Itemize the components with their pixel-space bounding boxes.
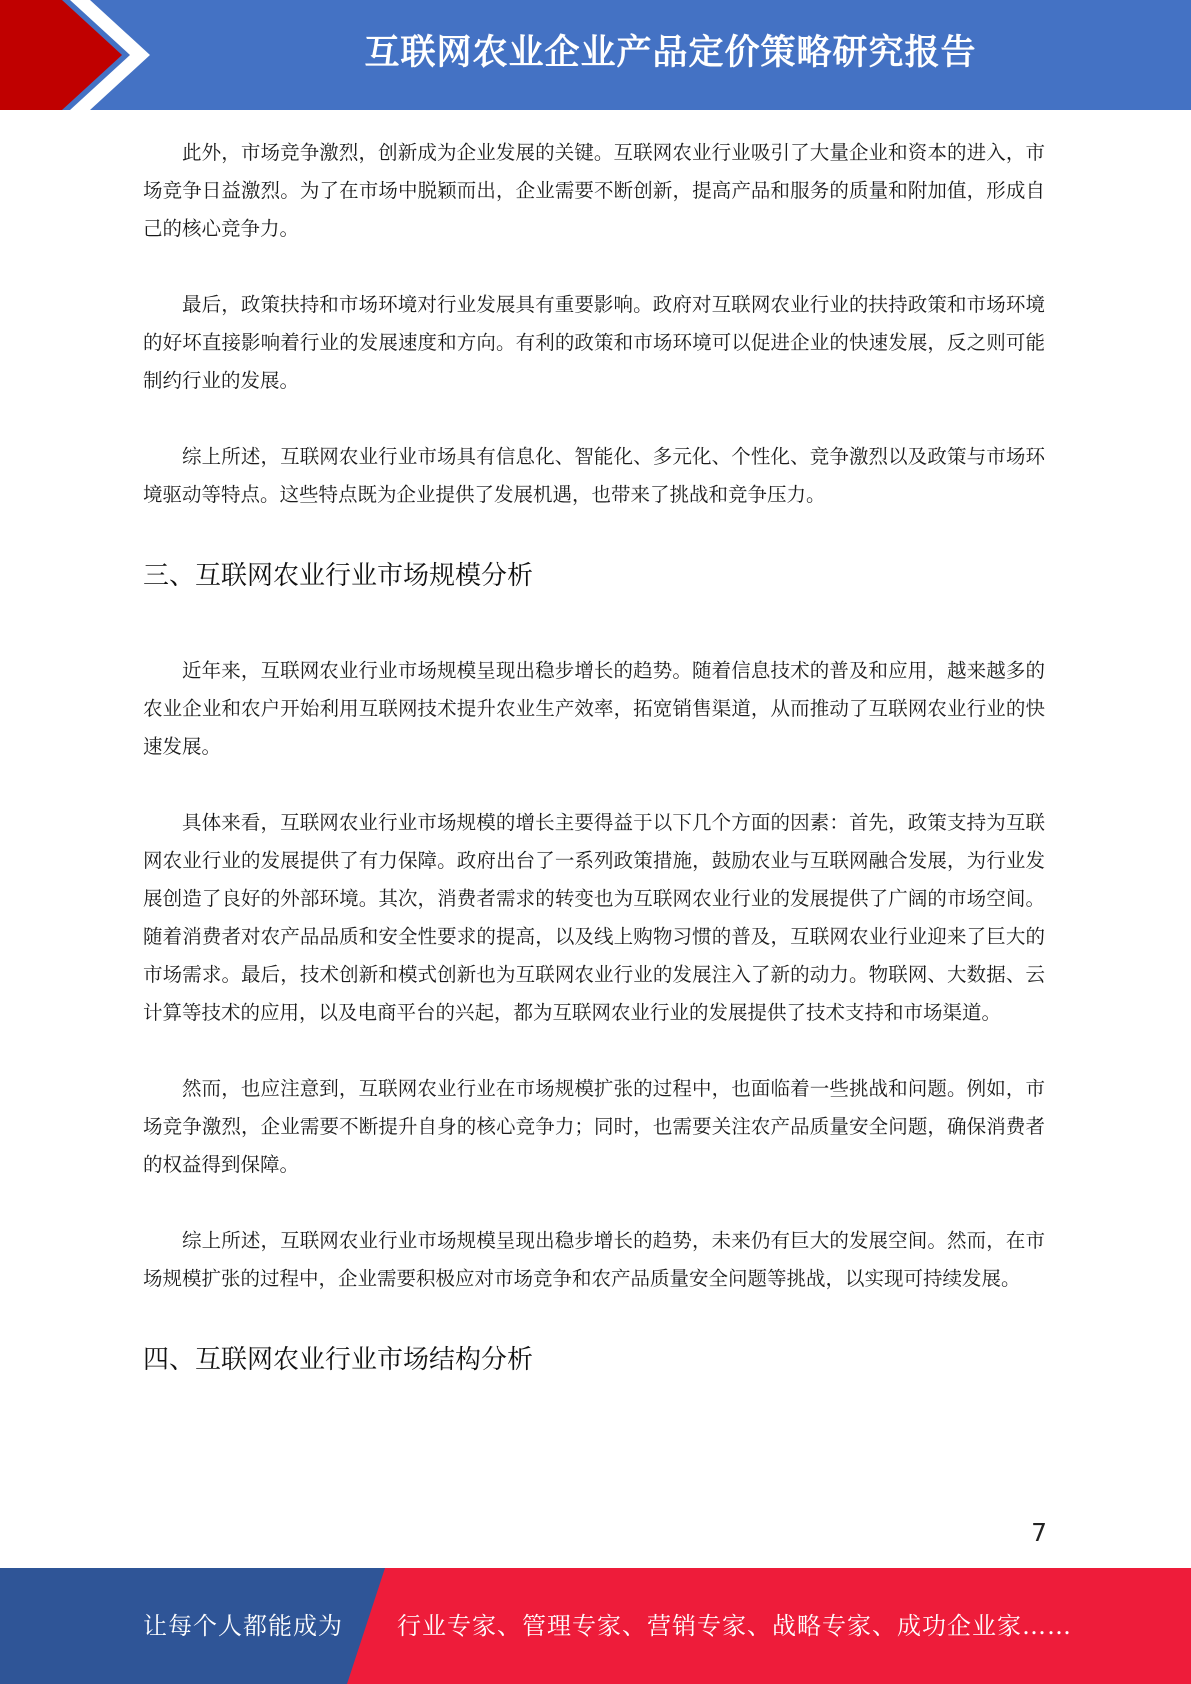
report-title: 互联网农业企业产品定价策略研究报告 — [364, 33, 977, 73]
paragraph-policy: 最后，政策扶持和市场环境对行业发展具有重要影响。政府对互联网农业行业的扶持政策和市场环境的好坏直接影响着行业的发展速度和方向。有利的政策和市场环境可以促进企业的快速发展，反之则可能制约行业的发展。 — [143, 293, 1045, 392]
paragraph-growth-factors: 具体来看，互联网农业行业市场规模的增长主要得益于以下几个方面的因素：首先，政策支持为互联网农业行业的发展提供了有力保障。政府出台了一系列政策措施，鼓励农业与互联网融合发展，为行业发展创造了良好的外部环境。其次，消费者需求的转变也为互联网农业行业的发展提供了广阔的市场空间。随着消费者对农产品品质和安全性要求的提高，以及线上购物习惯的普及，互联网农业行业迎来了巨大的市场需求。最后，技术创新和模式创新也为互联网农业行业的发展注入了新的动力。物联网、大数据、云计算等技术的应用，以及电商平台的兴起，都为互联网农业行业的发展提供了技术支持和市场渠道。 — [143, 811, 1045, 1024]
paragraph-challenges: 然而，也应注意到，互联网农业行业在市场规模扩张的过程中，也面临着一些挑战和问题。例如，市场竞争激烈，企业需要不断提升自身的核心竞争力；同时，也需要关注农产品质量安全问题，确保消费者的权益得到保障。 — [143, 1077, 1045, 1176]
document-body — [143, 134, 1045, 1380]
paragraph-growth-trend: 近年来，互联网农业行业市场规模呈现出稳步增长的趋势。随着信息技术的普及和应用，越来越多的农业企业和农户开始利用互联网技术提升农业生产效率，拓宽销售渠道，从而推动了互联网农业行业的快速发展。 — [143, 659, 1045, 758]
section-heading-market-size: 三、互联网农业行业市场规模分析 — [143, 561, 534, 591]
section-heading-market-structure: 四、互联网农业行业市场结构分析 — [143, 1345, 534, 1375]
paragraph-summary-size: 综上所述，互联网农业行业市场规模呈现出稳步增长的趋势，未来仍有巨大的发展空间。然而，在市场规模扩张的过程中，企业需要积极应对市场竞争和农产品质量安全问题等挑战，以实现可持续发展。 — [143, 1229, 1045, 1290]
page-header — [0, 0, 1191, 110]
page-footer — [0, 1568, 1191, 1684]
paragraph-innovation: 此外，市场竞争激烈，创新成为企业发展的关键。互联网农业行业吸引了大量企业和资本的进入，市场竞争日益激烈。为了在市场中脱颖而出，企业需要不断创新，提高产品和服务的质量和附加值，形成自己的核心竞争力。 — [143, 141, 1045, 240]
footer-slogan-right: 行业专家、管理专家、营销专家、战略专家、成功企业家…… — [397, 1612, 1072, 1640]
paragraph-summary-features: 综上所述，互联网农业行业市场具有信息化、智能化、多元化、个性化、竞争激烈以及政策与市场环境驱动等特点。这些特点既为企业提供了发展机遇，也带来了挑战和竞争压力。 — [143, 445, 1045, 506]
red-arrow-logo-icon — [0, 0, 160, 110]
footer-slogan-left: 让每个人都能成为 — [143, 1612, 343, 1640]
page-number: 7 — [1031, 1518, 1047, 1547]
